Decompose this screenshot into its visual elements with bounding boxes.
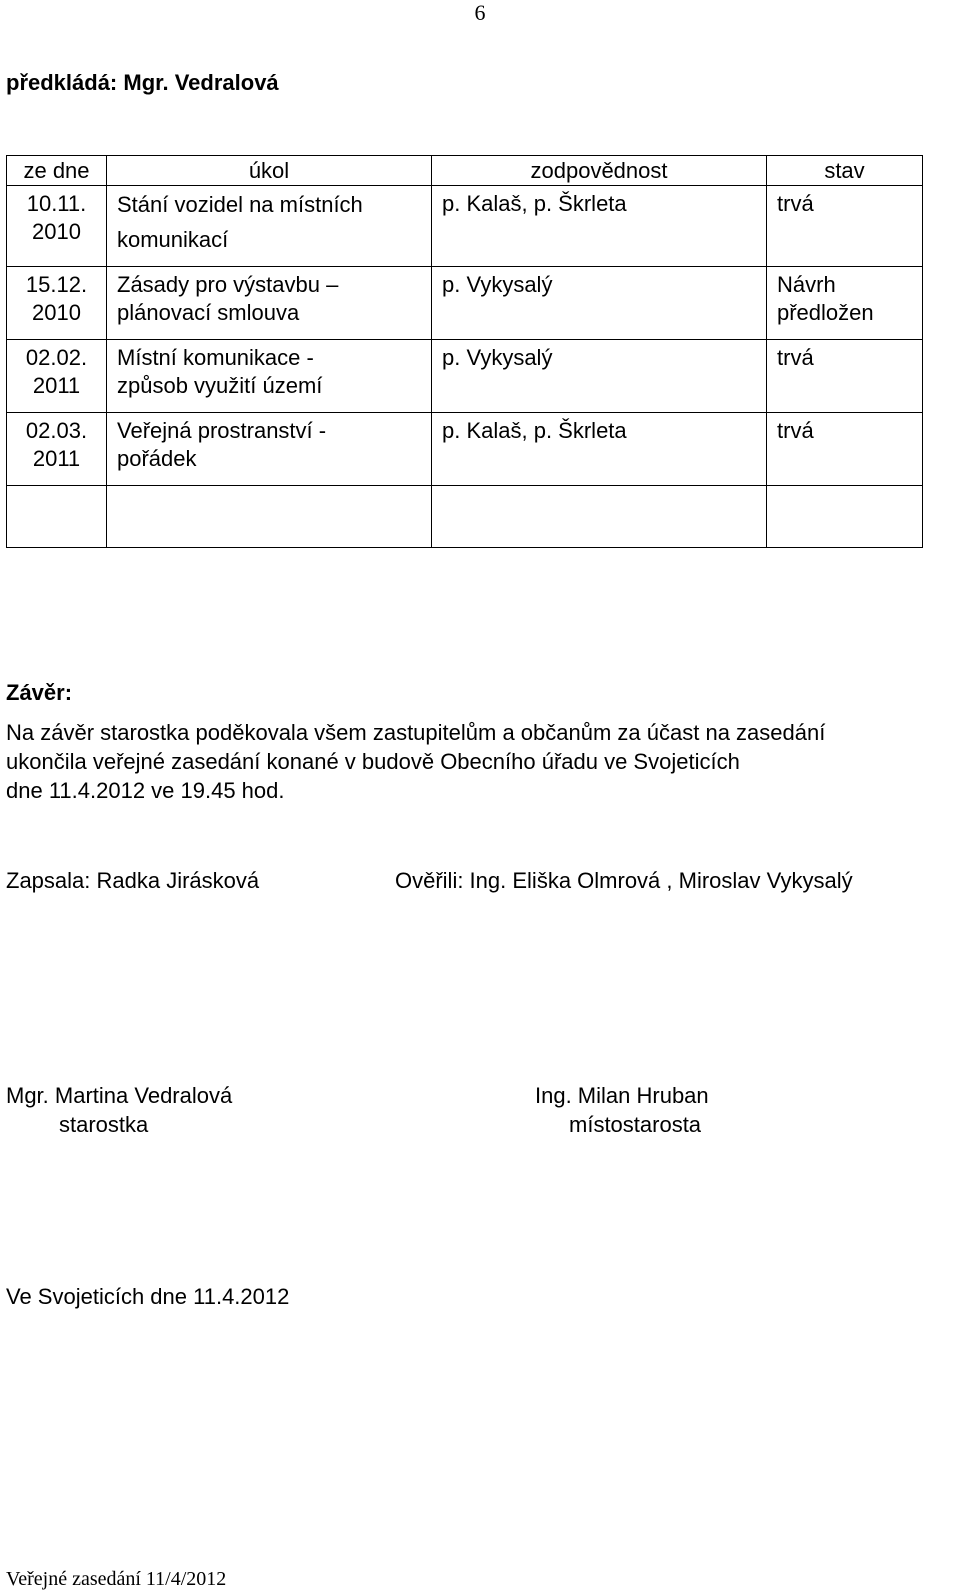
date-cell <box>7 413 107 486</box>
status-line: předložen <box>777 300 874 325</box>
empty-cell <box>767 486 923 548</box>
task-line: Zásady pro výstavbu – <box>117 272 339 297</box>
table-header-row <box>7 156 923 186</box>
date-cell <box>7 186 107 267</box>
status-cell <box>767 267 923 340</box>
task-cell <box>107 267 432 340</box>
table-row <box>7 186 923 267</box>
table-row <box>7 413 923 486</box>
task-line: Veřejná prostranství - <box>117 418 327 443</box>
conclusion-line: ukončila veřejné zasedání konané v budově Obecního úřadu ve Svojeticích <box>6 749 740 774</box>
signature-left-name: Mgr. Martina Vedralová <box>6 1083 233 1108</box>
responsible-cell: p. Vykysalý <box>432 340 767 413</box>
status-cell <box>767 340 923 413</box>
place-date: Ve Svojeticích dne 11.4.2012 <box>6 1284 290 1309</box>
table-row <box>7 267 923 340</box>
signature-left <box>6 1081 232 1139</box>
table-row <box>7 340 923 413</box>
header-date: ze dne <box>7 156 107 186</box>
status-line: trvá <box>777 418 814 443</box>
date-cell <box>7 267 107 340</box>
responsible-cell: p. Kalaš, p. Škrleta <box>432 186 767 267</box>
task-line: komunikací <box>117 227 229 252</box>
date-line: 2010 <box>32 300 81 325</box>
task-line: plánovací smlouva <box>117 300 300 325</box>
verified-by: Ověřili: Ing. Eliška Olmrová , Miroslav Vykysalý <box>395 868 853 893</box>
tasks-table <box>6 155 923 548</box>
date-line: 2011 <box>32 446 81 471</box>
task-line: způsob využití území <box>117 373 323 398</box>
date-line: 02.03. <box>25 418 88 443</box>
conclusion-line: dne 11.4.2012 ve 19.45 hod. <box>6 778 285 803</box>
submitter-heading: předkládá: Mgr. Vedralová <box>6 70 279 95</box>
conclusion-text <box>6 718 951 805</box>
date-line: 15.12. <box>25 272 88 297</box>
signature-right-name: Ing. Milan Hruban <box>535 1083 709 1108</box>
page-number: 6 <box>474 0 486 25</box>
conclusion-line: Na závěr starostka poděkovala všem zastupitelům a občanům za účast na zasedání <box>6 720 826 745</box>
date-line: 2010 <box>32 219 81 244</box>
status-cell <box>767 413 923 486</box>
task-line: Stání vozidel na místních <box>117 192 363 217</box>
header-responsible: zodpovědnost <box>432 156 767 186</box>
responsible-cell: p. Vykysalý <box>432 267 767 340</box>
date-cell <box>7 340 107 413</box>
header-task: úkol <box>107 156 432 186</box>
empty-cell <box>7 486 107 548</box>
date-line: 10.11. <box>26 191 87 216</box>
task-cell <box>107 186 432 267</box>
status-cell <box>767 186 923 267</box>
status-line: trvá <box>777 191 814 216</box>
empty-table-row <box>7 486 923 548</box>
task-cell <box>107 340 432 413</box>
status-line: trvá <box>777 345 814 370</box>
recorded-by: Zapsala: Radka Jirásková <box>6 868 260 893</box>
empty-cell <box>432 486 767 548</box>
signature-left-role: starostka <box>59 1112 149 1137</box>
signature-right-role: místostarosta <box>569 1112 702 1137</box>
responsible-cell: p. Kalaš, p. Škrleta <box>432 413 767 486</box>
status-line: Návrh <box>777 272 836 297</box>
date-line: 02.02. <box>25 345 88 370</box>
conclusion-title: Závěr: <box>6 680 73 705</box>
date-line: 2011 <box>32 373 81 398</box>
signature-right <box>535 1081 709 1139</box>
task-cell <box>107 413 432 486</box>
header-status: stav <box>767 156 923 186</box>
task-line: Místní komunikace - <box>117 345 314 370</box>
task-line: pořádek <box>117 446 197 471</box>
empty-cell <box>107 486 432 548</box>
page-footer: Veřejné zasedání 11/4/2012 <box>6 1568 227 1590</box>
